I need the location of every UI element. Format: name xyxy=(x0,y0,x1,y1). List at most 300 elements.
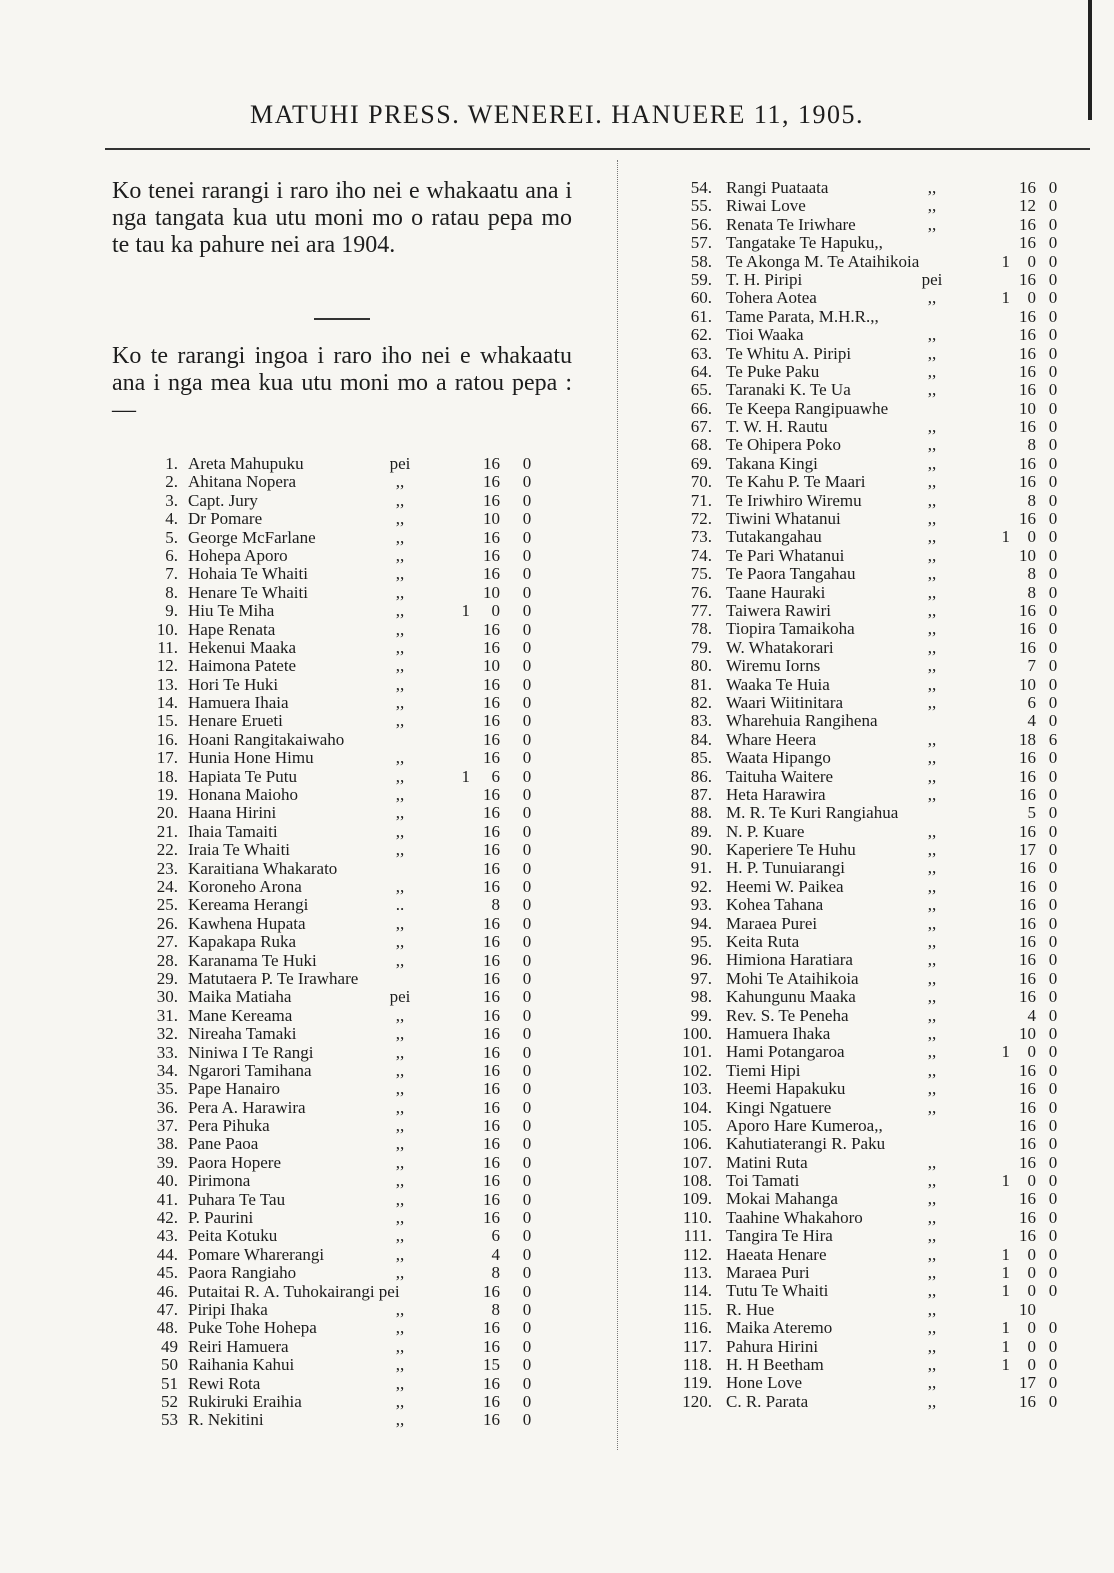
subscriber-name: Pera Pihuka xyxy=(188,1116,270,1136)
amount-pence: 0 xyxy=(1048,692,1058,712)
entry-number: 118. xyxy=(682,1355,712,1374)
subscriber-name: Tiemi Hipi xyxy=(726,1060,801,1080)
entry-number: 92. xyxy=(690,876,712,896)
subscriber-name: Rev. S. Te Peneha xyxy=(726,1005,849,1025)
amount-shillings: 16 xyxy=(1019,932,1036,952)
subscriber-name: Te Pari Whatanui xyxy=(726,545,845,565)
list-item xyxy=(130,676,550,694)
amount-pence: 0 xyxy=(522,1281,532,1301)
subscriber-name: Kahutiaterangi R. Paku xyxy=(726,1134,886,1154)
ditto-mark: ,, xyxy=(395,1189,405,1209)
subscriber-name: Paora Rangiaho xyxy=(188,1263,297,1283)
entry-number: 12. xyxy=(156,656,178,676)
subscriber-name: Takana Kingi xyxy=(726,453,818,473)
subscriber-name: Ihaia Tamaiti xyxy=(188,821,278,841)
ditto-mark: ,, xyxy=(927,417,937,437)
amount-pence: 0 xyxy=(1048,1097,1058,1117)
subscriber-name: Te Paora Tangahau xyxy=(726,564,856,584)
subscriber-name: Taiwera Rawiri xyxy=(726,600,832,620)
ditto-mark: .. xyxy=(395,895,405,915)
entry-number: 18. xyxy=(156,766,178,786)
entry-number: 1. xyxy=(165,454,178,473)
subscriber-name: Hiu Te Miha xyxy=(188,601,275,621)
list-item xyxy=(660,620,1080,638)
list-item xyxy=(130,473,550,491)
amount-shillings: 8 xyxy=(1027,582,1036,602)
entry-number: 20. xyxy=(156,803,178,823)
subscriber-name: Raihania Kahui xyxy=(188,1355,295,1375)
amount-shillings: 17 xyxy=(1019,840,1036,860)
ditto-mark: ,, xyxy=(395,1171,405,1191)
ditto-mark: ,, xyxy=(395,674,405,694)
ditto-mark: ,, xyxy=(927,288,937,308)
ditto-mark: ,, xyxy=(927,729,937,749)
amount-pence: 0 xyxy=(1048,435,1058,455)
amount-shillings: 0 xyxy=(1027,1244,1036,1264)
list-item xyxy=(660,418,1080,436)
entry-number: 14. xyxy=(156,693,178,713)
entry-number: 110. xyxy=(682,1207,712,1227)
amount-pounds: 1 xyxy=(461,766,470,786)
amount-shillings: 16 xyxy=(483,729,500,749)
subscriber-name: Dr Pomare xyxy=(188,509,263,529)
subscriber-name: N. P. Kuare xyxy=(726,821,805,841)
subscriber-name: Rangi Puataata xyxy=(726,178,829,197)
entry-number: 6. xyxy=(165,545,178,565)
amount-pence: 0 xyxy=(1048,269,1058,289)
list-item xyxy=(130,786,550,804)
list-item xyxy=(130,639,550,657)
ditto-mark: ,, xyxy=(927,600,937,620)
entry-number: 59. xyxy=(690,269,712,289)
list-item xyxy=(130,860,550,878)
amount-pence: 0 xyxy=(1048,453,1058,473)
entry-number: 16. xyxy=(156,729,178,749)
subscriber-name: Maraea Purei xyxy=(726,913,818,933)
ditto-mark: ,, xyxy=(927,766,937,786)
list-intro-paragraph: Ko te rarangi ingoa i raro iho nei e whakaatu ana i nga mea kua utu moni mo a ratou pepa :— xyxy=(112,343,572,423)
ditto-mark: ,, xyxy=(927,895,937,915)
amount-pence: 0 xyxy=(1048,876,1058,896)
subscriber-name: Mokai Mahanga xyxy=(726,1189,838,1209)
ditto-mark: ,, xyxy=(395,637,405,657)
subscriber-name: Maika Matiaha xyxy=(188,987,292,1007)
subscriber-name: Te Iriwhiro Wiremu xyxy=(726,490,862,510)
subscriber-name: Kapakapa Ruka xyxy=(188,932,297,952)
list-item xyxy=(130,602,550,620)
amount-pence: 0 xyxy=(1048,251,1058,271)
ditto-mark: ,, xyxy=(927,1318,937,1338)
subscriber-name: Tioi Waaka xyxy=(726,325,804,345)
list-item xyxy=(660,1117,1080,1135)
amount-pence: 0 xyxy=(1048,858,1058,878)
amount-pence: 0 xyxy=(522,932,532,952)
list-item xyxy=(660,1319,1080,1337)
list-item xyxy=(660,179,1080,197)
entry-number: 38. xyxy=(156,1134,178,1154)
amount-pounds: 1 xyxy=(1001,1171,1010,1191)
amount-shillings: 16 xyxy=(1019,913,1036,933)
subscriber-name: Puhara Te Tau xyxy=(188,1189,286,1209)
list-item xyxy=(130,1338,550,1356)
amount-pence: 0 xyxy=(522,637,532,657)
ditto-mark: ,, xyxy=(395,1373,405,1393)
subscriber-name: Henare Erueti xyxy=(188,711,283,731)
subscriber-name: Ahitana Nopera xyxy=(188,472,297,492)
amount-pence: 0 xyxy=(1048,821,1058,841)
amount-pounds: 1 xyxy=(1001,1244,1010,1264)
amount-pence: 0 xyxy=(1048,1152,1058,1172)
ditto-mark: ,, xyxy=(927,1023,937,1043)
list-item xyxy=(660,1062,1080,1080)
list-item xyxy=(130,878,550,896)
subscriber-name: Peita Kotuku xyxy=(188,1226,278,1246)
amount-pence: 0 xyxy=(1048,766,1058,786)
list-item xyxy=(660,749,1080,767)
subscriber-name: Karaitiana Whakarato xyxy=(188,858,338,878)
subscriber-name: Maraea Puri xyxy=(726,1263,810,1283)
amount-shillings: 16 xyxy=(1019,214,1036,234)
entry-number: 47. xyxy=(156,1299,178,1319)
entry-number: 23. xyxy=(156,858,178,878)
amount-pounds: 1 xyxy=(1001,1281,1010,1301)
amount-pence: 0 xyxy=(1048,490,1058,510)
amount-shillings: 0 xyxy=(1027,1171,1036,1191)
amount-pence: 0 xyxy=(1048,472,1058,492)
subscriber-name: Haimona Patete xyxy=(188,656,297,676)
amount-pence: 0 xyxy=(522,913,532,933)
amount-pence: 0 xyxy=(1048,1189,1058,1209)
amount-pence: 0 xyxy=(1048,950,1058,970)
amount-pence: 0 xyxy=(1048,637,1058,657)
amount-shillings: 8 xyxy=(491,895,500,915)
amount-pence: 0 xyxy=(522,509,532,529)
amount-shillings: 4 xyxy=(491,1244,500,1264)
amount-pence: 0 xyxy=(1048,656,1058,676)
amount-pence: 0 xyxy=(522,674,532,694)
amount-shillings: 10 xyxy=(1019,545,1036,565)
amount-pence: 0 xyxy=(522,1373,532,1393)
amount-shillings: 16 xyxy=(483,619,500,639)
ditto-mark: ,, xyxy=(395,1152,405,1172)
subscriber-name: Tutu Te Whaiti xyxy=(726,1281,829,1301)
amount-shillings: 4 xyxy=(1027,1005,1036,1025)
entry-number: 7. xyxy=(165,564,178,584)
amount-shillings: 8 xyxy=(1027,490,1036,510)
entry-number: 94. xyxy=(690,913,712,933)
ditto-mark: ,, xyxy=(395,766,405,786)
entry-number: 15. xyxy=(156,711,178,731)
amount-shillings: 6 xyxy=(491,766,500,786)
amount-shillings: 16 xyxy=(483,1134,500,1154)
entry-number: 50 xyxy=(161,1355,178,1375)
amount-shillings: 10 xyxy=(1019,1299,1036,1319)
list-item xyxy=(130,1025,550,1043)
list-item xyxy=(130,988,550,1006)
amount-shillings: 16 xyxy=(483,1079,500,1099)
subscriber-name: T. W. H. Rautu xyxy=(726,417,828,437)
subscriber-name: W. Whatakorari xyxy=(726,637,834,657)
amount-pence: 0 xyxy=(522,1244,532,1264)
entry-number: 53 xyxy=(161,1410,178,1430)
amount-pence: 0 xyxy=(1048,840,1058,860)
amount-shillings: 16 xyxy=(1019,417,1036,437)
entry-number: 86. xyxy=(690,766,712,786)
list-item xyxy=(660,712,1080,730)
entry-number: 48. xyxy=(156,1318,178,1338)
amount-pence: 6 xyxy=(1048,729,1058,749)
subscriber-name: Pomare Wharerangi xyxy=(188,1244,325,1264)
entry-number: 108. xyxy=(682,1171,712,1191)
list-item xyxy=(660,289,1080,307)
ditto-mark: ,, xyxy=(927,692,937,712)
entry-number: 103. xyxy=(682,1079,712,1099)
ditto-mark: ,, xyxy=(395,748,405,768)
amount-pounds: 1 xyxy=(1001,1336,1010,1356)
entry-number: 27. xyxy=(156,932,178,952)
entry-number: 101. xyxy=(682,1042,712,1062)
amount-shillings: 16 xyxy=(1019,637,1036,657)
entry-number: 97. xyxy=(690,968,712,988)
amount-pence: 0 xyxy=(522,1005,532,1025)
subscriber-name: H. P. Tunuiarangi xyxy=(726,858,846,878)
list-item xyxy=(660,951,1080,969)
subscriber-name: Te Keepa Rangipuawhe xyxy=(726,398,889,418)
list-item xyxy=(660,1154,1080,1172)
amount-shillings: 16 xyxy=(483,785,500,805)
subscriber-name: Taahine Whakahoro xyxy=(726,1207,863,1227)
amount-shillings: 16 xyxy=(483,637,500,657)
list-item xyxy=(130,1062,550,1080)
amount-pence: 0 xyxy=(1048,343,1058,363)
amount-pence: 0 xyxy=(522,1060,532,1080)
entry-number: 54. xyxy=(690,178,712,197)
subscriber-name: Hunia Hone Himu xyxy=(188,748,314,768)
amount-pence: 0 xyxy=(1048,288,1058,308)
ditto-mark: ,, xyxy=(927,950,937,970)
list-item xyxy=(130,970,550,988)
entry-number: 45. xyxy=(156,1263,178,1283)
subscriber-name: T. H. Piripi xyxy=(726,269,803,289)
subscriber-name: Heemi Hapakuku xyxy=(726,1079,846,1099)
amount-pence: 0 xyxy=(522,472,532,492)
amount-pence: 0 xyxy=(1048,619,1058,639)
subscriber-name: Tiwini Whatanui xyxy=(726,509,841,529)
subscriber-name: C. R. Parata xyxy=(726,1391,809,1411)
ditto-mark: ,, xyxy=(395,876,405,896)
entry-number: 74. xyxy=(690,545,712,565)
list-item xyxy=(130,547,550,565)
amount-shillings: 10 xyxy=(483,509,500,529)
subscriber-name: Puke Tohe Hohepa xyxy=(188,1318,317,1338)
ditto-mark: pei xyxy=(389,987,411,1007)
ditto-mark: ,, xyxy=(927,637,937,657)
amount-pence: 0 xyxy=(522,876,532,896)
ditto-mark: ,, xyxy=(927,1079,937,1099)
subscriber-name: Areta Mahupuku xyxy=(188,454,304,473)
subscriber-name: Hone Love xyxy=(726,1373,803,1393)
entry-number: 87. xyxy=(690,784,712,804)
subscriber-name: Haeata Henare xyxy=(726,1244,827,1264)
list-item xyxy=(660,786,1080,804)
amount-pence: 0 xyxy=(522,1299,532,1319)
entry-number: 13. xyxy=(156,674,178,694)
ditto-mark: ,, xyxy=(395,1060,405,1080)
amount-pence: 0 xyxy=(1048,1281,1058,1301)
subscriber-name: Hori Te Huki xyxy=(188,674,279,694)
entry-number: 62. xyxy=(690,325,712,345)
list-item xyxy=(660,253,1080,271)
entry-number: 117. xyxy=(682,1336,712,1356)
amount-pence: 0 xyxy=(1048,1023,1058,1043)
amount-shillings: 6 xyxy=(491,1226,500,1246)
entry-number: 8. xyxy=(165,582,178,602)
subscriber-name: Paora Hopere xyxy=(188,1152,281,1172)
ditto-mark: ,, xyxy=(395,950,405,970)
entry-number: 106. xyxy=(682,1134,712,1154)
amount-shillings: 16 xyxy=(483,454,500,473)
list-item xyxy=(660,584,1080,602)
list-item xyxy=(130,1172,550,1190)
amount-shillings: 7 xyxy=(1027,656,1036,676)
amount-shillings: 15 xyxy=(483,1355,500,1375)
subscriber-name: Whare Heera xyxy=(726,729,817,749)
subscriber-name: Hohaia Te Whaiti xyxy=(188,564,308,584)
amount-shillings: 16 xyxy=(483,840,500,860)
subscriber-name: Tiopira Tamaikoha xyxy=(726,619,855,639)
entry-number: 11. xyxy=(157,637,178,657)
subscriber-name: George McFarlane xyxy=(188,527,316,547)
list-item xyxy=(660,216,1080,234)
list-item xyxy=(660,859,1080,877)
list-item xyxy=(660,694,1080,712)
amount-shillings: 16 xyxy=(483,1116,500,1136)
subscriber-name: Taituha Waitere xyxy=(726,766,834,786)
list-item xyxy=(660,510,1080,528)
amount-shillings: 0 xyxy=(491,601,500,621)
list-item xyxy=(660,988,1080,1006)
amount-pence: 0 xyxy=(522,729,532,749)
amount-pence: 0 xyxy=(1048,233,1058,253)
subscriber-name: Niniwa I Te Rangi xyxy=(188,1042,314,1062)
list-item xyxy=(660,1007,1080,1025)
list-item xyxy=(660,492,1080,510)
subscriber-name: R. Nekitini xyxy=(188,1410,264,1430)
list-item xyxy=(130,455,550,473)
amount-shillings: 16 xyxy=(1019,1152,1036,1172)
list-item xyxy=(660,1356,1080,1374)
amount-shillings: 16 xyxy=(483,1281,500,1301)
list-item xyxy=(130,1375,550,1393)
list-item xyxy=(660,1043,1080,1061)
amount-pence: 0 xyxy=(1048,527,1058,547)
amount-shillings: 16 xyxy=(483,711,500,731)
amount-shillings: 16 xyxy=(483,1318,500,1338)
subscriber-name: Kahungunu Maaka xyxy=(726,987,856,1007)
list-item xyxy=(130,1117,550,1135)
amount-pence: 0 xyxy=(522,821,532,841)
list-item xyxy=(130,565,550,583)
ditto-mark: ,, xyxy=(927,1005,937,1025)
subscriber-name: Hamuera Ihaka xyxy=(726,1023,831,1043)
subscriber-name: Ngarori Tamihana xyxy=(188,1060,312,1080)
subscriber-name: Kereama Herangi xyxy=(188,895,309,915)
entry-number: 75. xyxy=(690,564,712,584)
ditto-mark: ,, xyxy=(395,490,405,510)
entry-number: 76. xyxy=(690,582,712,602)
ditto-mark: ,, xyxy=(395,1336,405,1356)
ditto-mark: ,, xyxy=(395,1318,405,1338)
amount-shillings: 8 xyxy=(1027,564,1036,584)
ditto-mark: ,, xyxy=(395,711,405,731)
subscriber-name: Waari Wiitinitara xyxy=(726,692,844,712)
subscriber-name: Te Akonga M. Te Ataihikoia xyxy=(726,251,920,271)
amount-pence: 0 xyxy=(1048,214,1058,234)
amount-pence: 0 xyxy=(522,1152,532,1172)
amount-pence: 0 xyxy=(1048,932,1058,952)
entry-number: 119. xyxy=(682,1373,712,1393)
amount-shillings: 0 xyxy=(1027,1318,1036,1338)
list-item xyxy=(130,1264,550,1282)
amount-shillings: 16 xyxy=(1019,1060,1036,1080)
amount-pence: 0 xyxy=(522,1263,532,1283)
amount-shillings: 0 xyxy=(1027,1281,1036,1301)
list-item xyxy=(660,602,1080,620)
ditto-mark: ,, xyxy=(395,785,405,805)
amount-shillings: 16 xyxy=(483,1208,500,1228)
entry-number: 10. xyxy=(156,619,178,639)
list-item xyxy=(660,676,1080,694)
subscriber-name: Tohera Aotea xyxy=(726,288,817,308)
amount-shillings: 0 xyxy=(1027,251,1036,271)
amount-pounds: 1 xyxy=(1001,251,1010,271)
subscriber-name: Renata Te Iriwhare xyxy=(726,214,856,234)
list-item xyxy=(660,1393,1080,1411)
ditto-mark: ,, xyxy=(927,564,937,584)
amount-shillings: 0 xyxy=(1027,1263,1036,1283)
amount-shillings: 16 xyxy=(483,545,500,565)
entry-number: 69. xyxy=(690,453,712,473)
subscriber-name: Himiona Haratiara xyxy=(726,950,853,970)
subscriber-name: Tangira Te Hira xyxy=(726,1226,833,1246)
list-item xyxy=(660,234,1080,252)
ditto-mark: ,, xyxy=(927,1263,937,1283)
ditto-mark: ,, xyxy=(395,1134,405,1154)
list-item xyxy=(660,639,1080,657)
list-item xyxy=(130,1246,550,1264)
entry-number: 56. xyxy=(690,214,712,234)
amount-pence: 0 xyxy=(522,840,532,860)
amount-pence: 0 xyxy=(1048,1005,1058,1025)
list-item xyxy=(130,896,550,914)
amount-pence: 0 xyxy=(1048,325,1058,345)
amount-shillings: 0 xyxy=(1027,1355,1036,1374)
ditto-mark: ,, xyxy=(395,1299,405,1319)
list-item xyxy=(130,510,550,528)
amount-pence: 0 xyxy=(522,582,532,602)
subscriber-name: Koroneho Arona xyxy=(188,876,302,896)
list-item xyxy=(130,1135,550,1153)
amount-pence: 0 xyxy=(522,895,532,915)
amount-pence: 0 xyxy=(522,1410,532,1430)
amount-pence: 0 xyxy=(1048,417,1058,437)
subscriber-name: Aporo Hare Kumeroa,, xyxy=(726,1115,883,1135)
ditto-mark: ,, xyxy=(395,1024,405,1044)
amount-pence: 0 xyxy=(522,601,532,621)
list-item xyxy=(130,1319,550,1337)
list-item xyxy=(660,1246,1080,1264)
amount-shillings: 16 xyxy=(1019,178,1036,197)
